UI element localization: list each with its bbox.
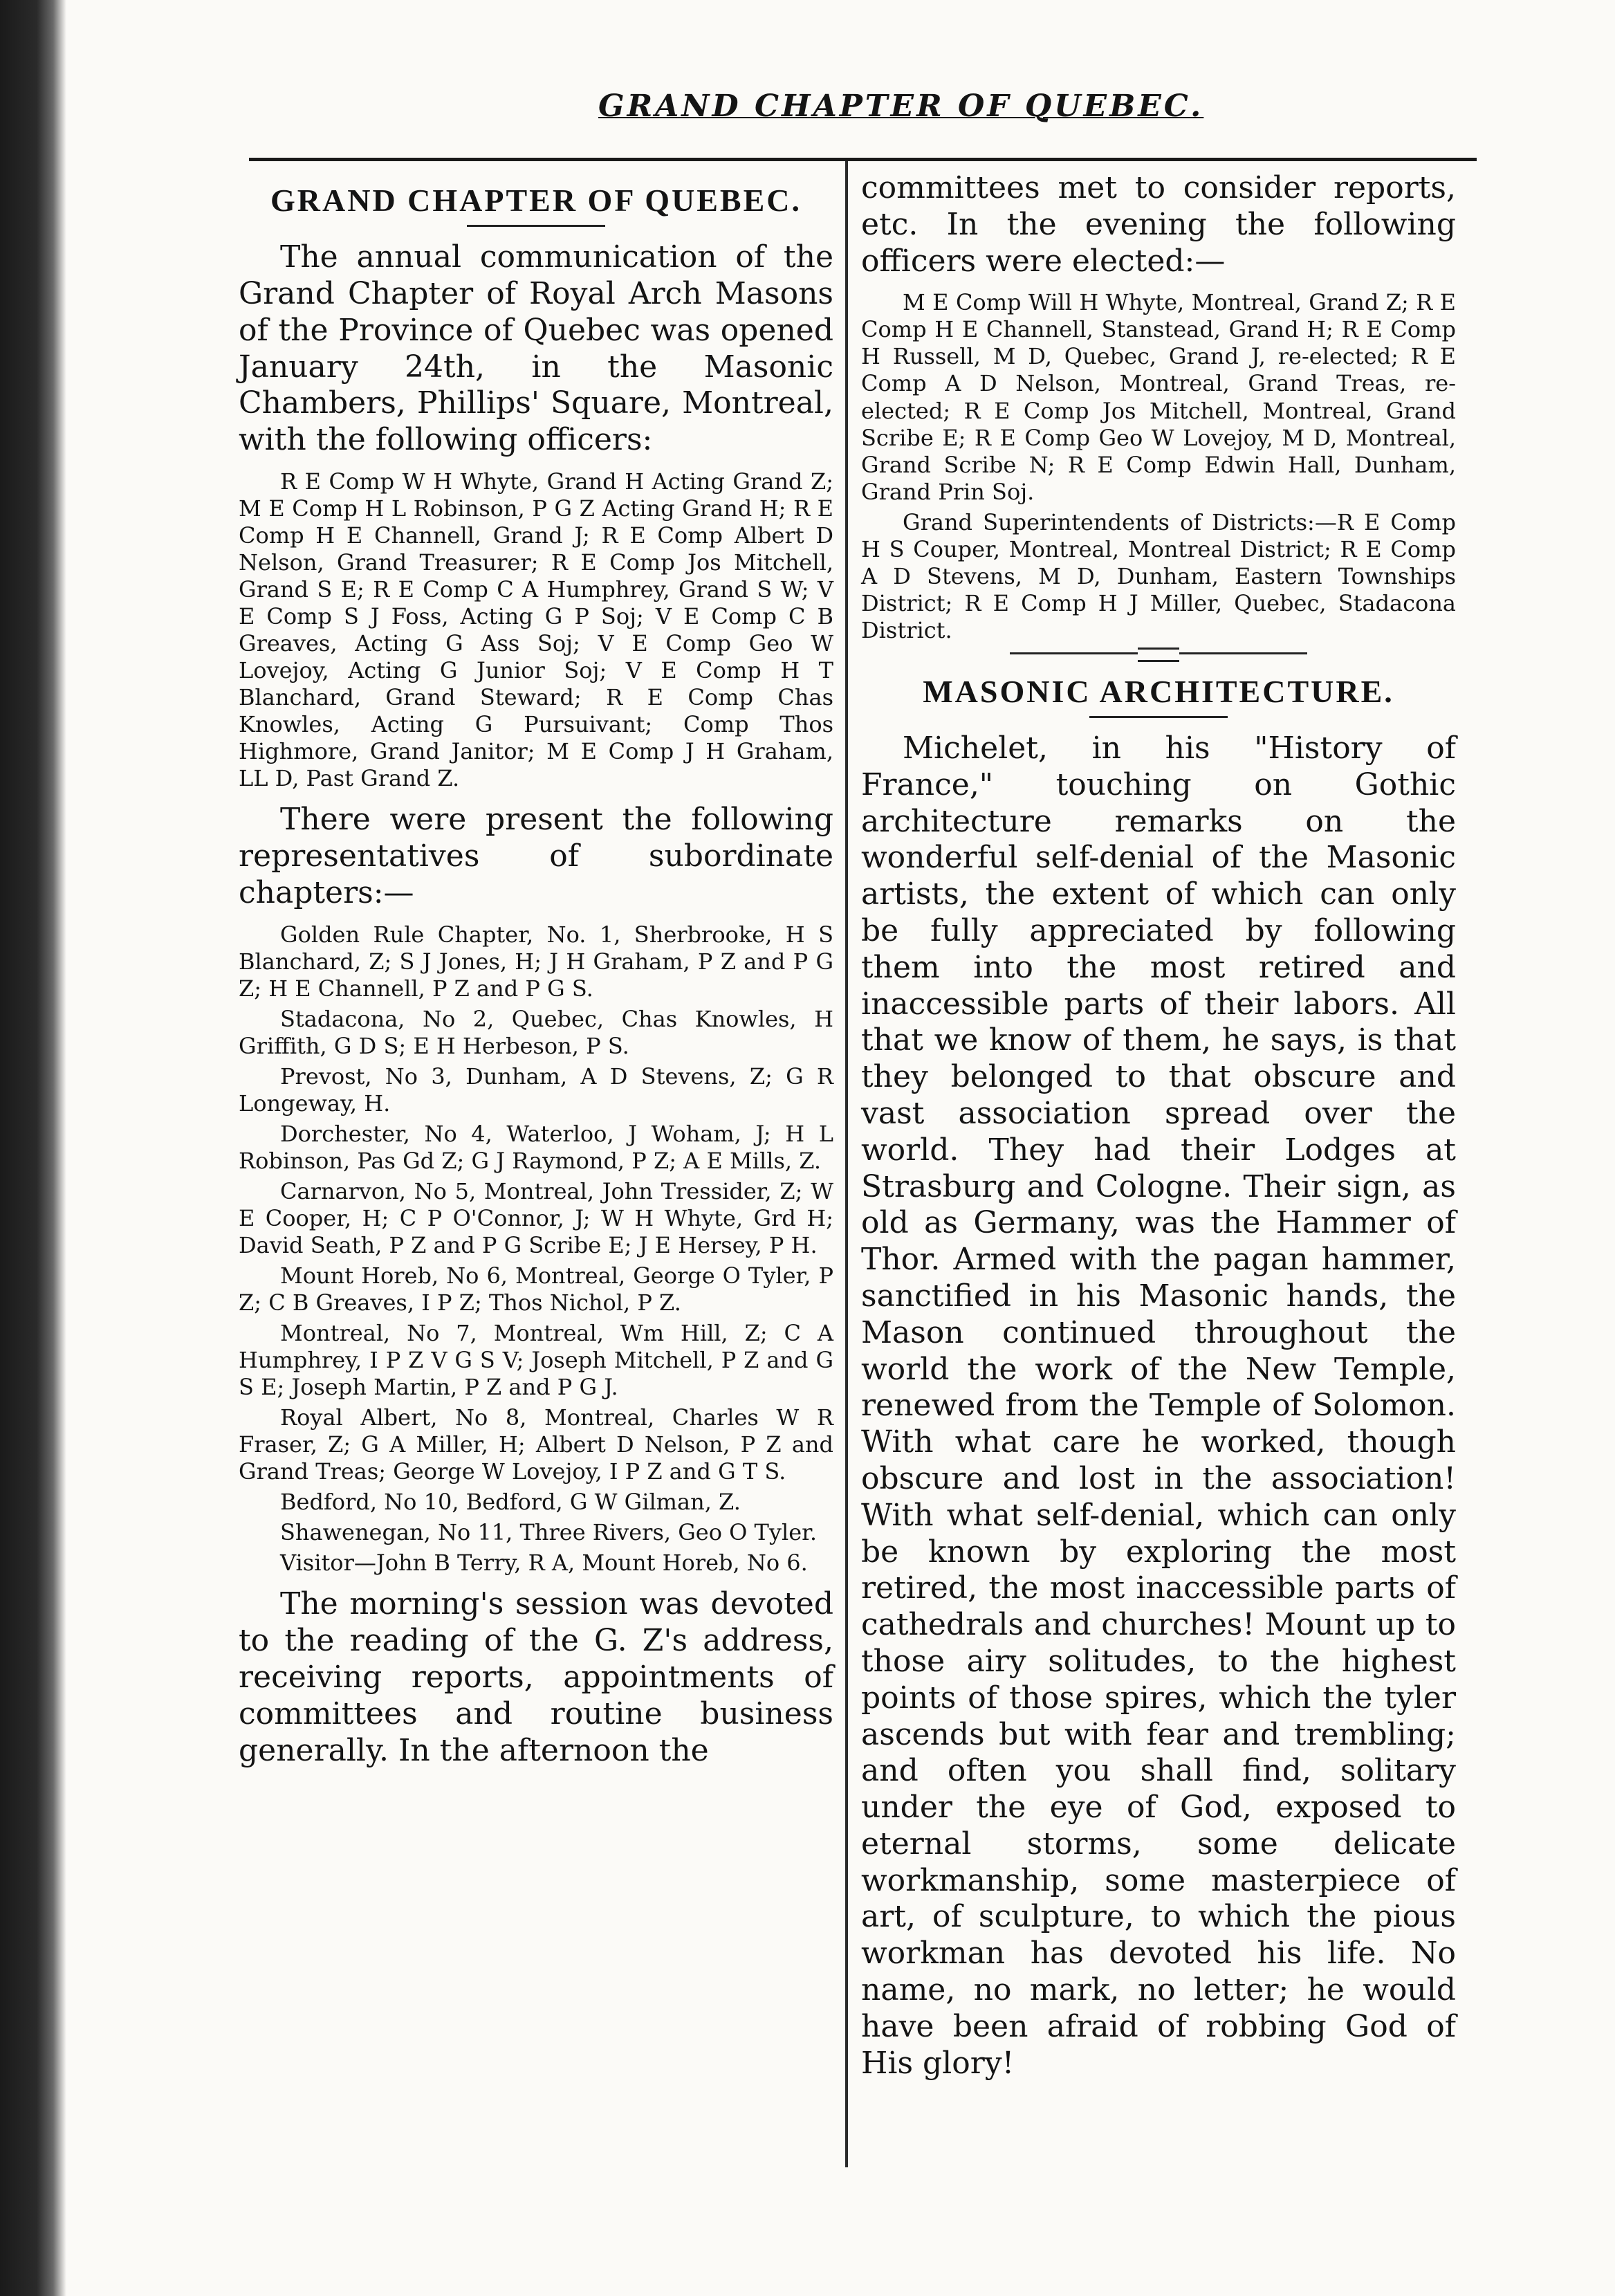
column-divider xyxy=(845,161,848,2167)
elected-officers-list: M E Comp Will H Whyte, Montreal, Grand Z; R E Comp H E Channell, Stanstead, Grand H; R E Comp H Russell, M D, Quebec, Grand J, re-elected; R E Comp A D Nelson, Montreal, Grand Treas, re-elected; R E Comp Jos Mitchell, Montreal, Grand Scribe E; R E Comp Geo W Lovejoy, M D, Montreal, Grand Scribe N; R E Comp Edwin Hall, Dunham, Grand Prin Soj. xyxy=(861,289,1456,505)
chapter-entry: Visitor—John B Terry, R A, Mount Horeb, No 6. xyxy=(280,1550,808,1577)
article-heading: GRAND CHAPTER OF QUEBEC. xyxy=(270,183,802,218)
header-rule xyxy=(249,158,1477,161)
chapter-entry: Royal Albert, No 8, Montreal, Charles W R Fraser, Z; G A Miller, H; Albert D Nelson, P Z and Grand Treas; George W Lovejoy, I P Z and G T S. xyxy=(239,1404,833,1485)
chapter-entry: Golden Rule Chapter, No. 1, Sherbrooke, H S Blanchard, Z; S J Jones, H; J H Graham, P Z and P G Z; H E Channell, P Z and P G S. xyxy=(239,921,833,1002)
chapter-entry: Prevost, No 3, Dunham, A D Stevens, Z; G R Longeway, H. xyxy=(239,1063,833,1117)
left-column xyxy=(239,165,833,1779)
officers-list: R E Comp W H Whyte, Grand H Acting Grand Z; M E Comp H L Robinson, P G Z Acting Grand H; R E Comp H E Channell, Grand J; R E Comp Albert D Nelson, Grand Treasurer; R E Comp Jos Mitchell, Grand S E; R E Comp C A Humphrey, Grand S W; V E Comp S J Foss, Acting G P Soj; V E Comp C B Greaves, Acting G Ass Soj; V E Comp Geo W Lovejoy, Acting G Junior Soj; V E Comp H T Blanchard, Grand Steward; R E Comp Chas Knowles, Acting G Pursuivant; Comp Thos Highmore, Grand Janitor; M E Comp J H Graham, LL D, Past Grand Z. xyxy=(239,468,833,792)
heading-underline xyxy=(1089,716,1228,718)
architecture-paragraph: Michelet, in his "History of France," touching on Gothic architecture remarks on the wonderful self-denial of the Masonic artists, the extent of which can only be fully appreciated by following them into the most retired and inaccessible parts of their labors. All that we know of them, he says, is that they belonged to that obscure and vast association spread over the world. They had their Lodges at Strasburg and Cologne. Their sign, as old as Germany, was the Hammer of Thor. Armed with the pagan hammer, sanctified in his Masonic hands, the Mason continued throughout the world the work of the New Temple, renewed from the Temple of Solomon. With what care he worked, though obscure and lost in the association! With what self-denial, which can only be known by exploring the most retired, the most inaccessible parts of cathedrals and churches! Mount up to those airy solitudes, to the highest points of those spires, which the tyler ascends but with fear and trembling; and often you shall find, solitary under the eye of God, exposed to eternal storms, some delicate workmanship, some masterpiece of art, of sculpture, to which the pious workman has devoted his life. No name, no mark, no letter; he would have been afraid of robbing God of His glory! xyxy=(861,730,1456,2081)
chapters-list xyxy=(239,921,833,1577)
right-column xyxy=(861,165,1456,2091)
book-spine-edge xyxy=(0,0,66,2296)
chapter-entry: Mount Horeb, No 6, Montreal, George O Tyler, P Z; C B Greaves, I P Z; Thos Nichol, P Z. xyxy=(239,1262,833,1316)
section-heading: MASONIC ARCHITECTURE. xyxy=(923,673,1394,709)
heading-underline xyxy=(467,225,605,227)
chapter-entry: Bedford, No 10, Bedford, G W Gilman, Z. xyxy=(280,1489,741,1516)
chapter-entry: Dorchester, No 4, Waterloo, J Woham, J; H L Robinson, Pas Gd Z; G J Raymond, P Z; A E Mills, Z. xyxy=(239,1120,833,1174)
chapter-entry: Montreal, No 7, Montreal, Wm Hill, Z; C A Humphrey, I P Z V G S V; Joseph Mitchell, P Z and G S E; Joseph Martin, P Z and P G J. xyxy=(239,1320,833,1401)
chapter-entry: Stadacona, No 2, Quebec, Chas Knowles, H Griffith, G D S; E H Herbeson, P S. xyxy=(239,1005,833,1059)
representatives-intro: There were present the following representatives of subordinate chapters:— xyxy=(239,802,833,910)
chapter-entry: Carnarvon, No 5, Montreal, John Tressider, Z; W E Cooper, H; C P O'Connor, J; W H Whyte, Grd H; David Seath, P Z and P G Scribe E; J E Hersey, P H. xyxy=(239,1178,833,1259)
district-superintendents: Grand Superintendents of Districts:—R E Comp H S Couper, Montreal, Montreal District; R E Comp A D Stevens, M D, Dunham, Eastern Townships District; R E Comp H J Miller, Quebec, Stadacona District. xyxy=(861,508,1456,643)
section-ornament xyxy=(1010,652,1307,654)
continued-paragraph: committees met to consider reports, etc. In the evening the following officers were elected:— xyxy=(861,170,1456,279)
running-head: GRAND CHAPTER OF QUEBEC. xyxy=(598,89,1204,124)
chapter-entry: Shawenegan, No 11, Three Rivers, Geo O Tyler. xyxy=(280,1519,818,1546)
session-paragraph: The morning's session was devoted to the reading of the G. Z's address, receiving reports, appointments of committees and routine business generally. In the afternoon the xyxy=(239,1586,833,1768)
opening-paragraph: The annual communication of the Grand Chapter of Royal Arch Masons of the Province of Quebec was opened January 24th, in the Masonic Chambers, Phillips' Square, Montreal, with the following officers: xyxy=(239,239,833,458)
